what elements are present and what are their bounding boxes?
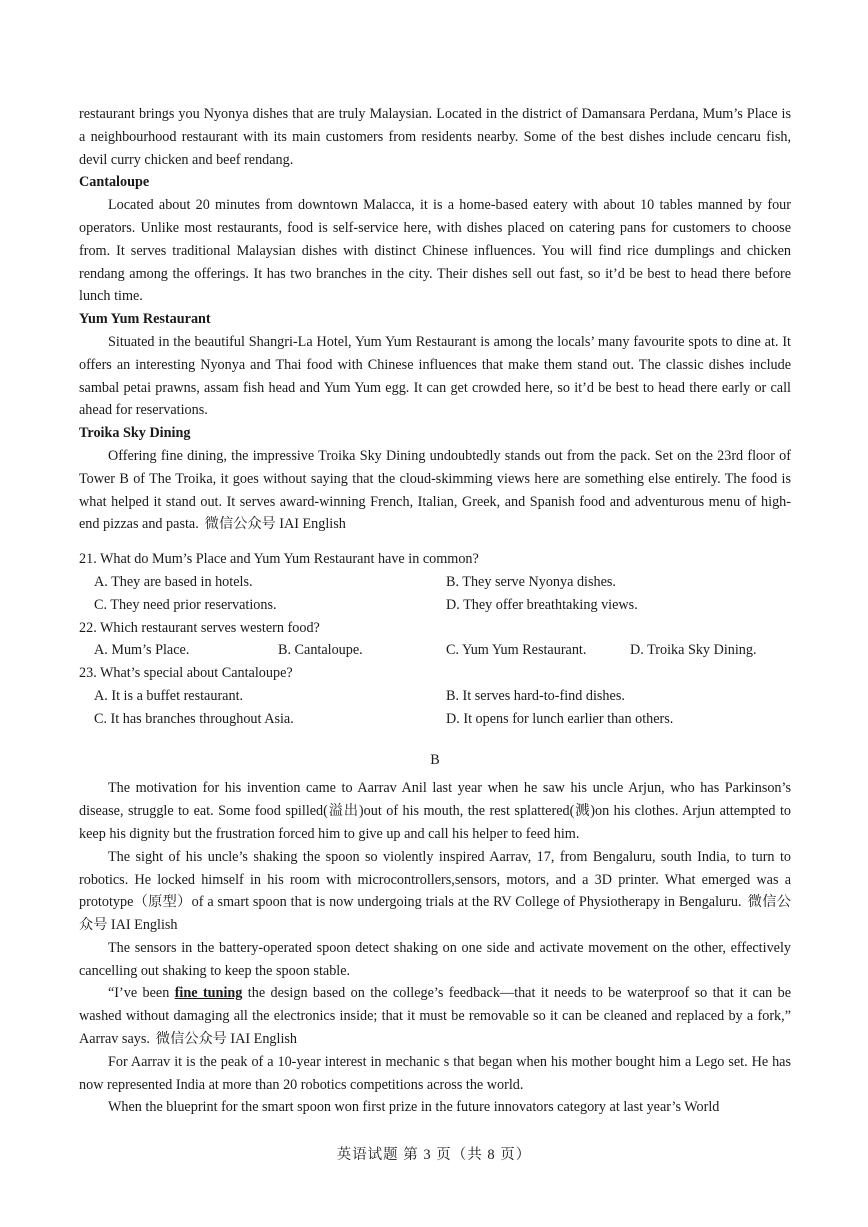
option-c: C. Yum Yum Restaurant. <box>446 642 587 659</box>
options <box>79 685 791 731</box>
troika-paragraph <box>79 445 791 536</box>
passage-b-p2: The sight of his uncle’s shaking the spoon so violently inspired Aarrav, 17, from Bengaluru, south India, to turn to robotics. He locked himself in his room with microcontrollers,sensors, motors, and a 3D printer. What emerged was a prototype（原型）of a smart spoon that is now undergoing trials at the RV College of Physiotherapy in Bengaluru. <box>79 848 791 911</box>
option-a: A. Mum’s Place. <box>94 642 190 659</box>
question-21 <box>79 548 791 616</box>
passage-b-p2-wrap <box>79 846 791 937</box>
option-c: C. They need prior reservations. <box>94 596 277 613</box>
yum-yum-body: Situated in the beautiful Shangri-La Hotel, Yum Yum Restaurant is among the locals’ many favourite spots to dine at. It offers an interesting Nyonya and Thai food with Chinese influences that make them stand out. The classic dishes include sambal petai prawns, assam fish head and Yum Yum egg. It can get crowded here, so it’d be best to head there early or call ahead for reservations. <box>79 333 791 419</box>
option-b: B. It serves hard-to-find dishes. <box>446 687 625 704</box>
option-d: D. Troika Sky Dining. <box>630 642 757 659</box>
question-23 <box>79 662 791 730</box>
watermark: 微信公众号 IAI English <box>155 1031 298 1048</box>
passage-a-intro: restaurant brings you Nyonya dishes that are truly Malaysian. Located in the district of Damansara Perdana, Mum’s Place is a neighbourhood restaurant with its main customers from residents nearby. Some of the best dishes include cencaru fish, devil curry chicken and beef rendang. <box>79 106 791 168</box>
section-b-label: B <box>430 751 440 768</box>
option-d: D. They offer breathtaking views. <box>446 596 638 613</box>
heading-cantaloupe: Cantaloupe <box>79 174 150 191</box>
exam-page <box>79 103 791 1119</box>
question-22 <box>79 617 791 663</box>
quote-start: “I’ve been <box>108 985 175 1002</box>
underlined-term: fine tuning <box>174 985 243 1002</box>
heading-yum-yum: Yum Yum Restaurant <box>79 311 211 328</box>
heading-troika: Troika Sky Dining <box>79 425 191 442</box>
question-stem: 23. What’s special about Cantaloupe? <box>79 665 293 682</box>
watermark: 微信公众号 IAI English <box>79 894 791 934</box>
passage-b-p5: For Aarrav it is the peak of a 10-year interest in mechanic s that began when his mother bought him a Lego set. He has now represented India at more than 20 robotics competitions across the world. <box>79 1053 791 1093</box>
watermark: 微信公众号 IAI English <box>204 516 346 533</box>
passage-b-p6: When the blueprint for the smart spoon won first prize in the future innovators category at last year’s World <box>108 1099 720 1116</box>
option-a: A. They are based in hotels. <box>94 573 253 590</box>
option-d: D. It opens for lunch earlier than others. <box>446 710 674 727</box>
passage-b-p1: The motivation for his invention came to Aarrav Anil last year when he saw his uncle Arjun, who has Parkinson’s disease, struggle to eat. Some food spilled(溢出)out of his mouth, the rest splattered(溅)on his clothes. Arjun attempted to keep his dignity but the frustration forced him to give up and call his helper to feed him. <box>79 780 791 842</box>
troika-body: Offering fine dining, the impressive Troika Sky Dining undoubtedly stands out from the pack. Set on the 23rd floor of Tower B of The Troika, it goes without saying that the cloud-skimming views here are something else entirely. The food is what helped it stand out. It serves award-winning French, Italian, Greek, and Spanish food and adventurous menu of high-end pizzas and pasta. <box>79 447 791 533</box>
passage-b-p4 <box>79 982 791 1050</box>
options <box>79 639 791 662</box>
passage-b-p3: The sensors in the battery-operated spoon detect shaking on one side and activate movement on the other, effectively cancelling out shaking to keep the spoon stable. <box>79 939 791 979</box>
option-b: B. They serve Nyonya dishes. <box>446 573 616 590</box>
option-c: C. It has branches throughout Asia. <box>94 710 294 727</box>
question-stem: 21. What do Mum’s Place and Yum Yum Restaurant have in common? <box>79 551 479 568</box>
page-footer: 英语试题 第 3 页（共 8 页） <box>336 1147 532 1163</box>
option-a: A. It is a buffet restaurant. <box>94 687 244 704</box>
cantaloupe-body: Located about 20 minutes from downtown Malacca, it is a home-based eatery with about 10 tables manned by four operators. Unlike most restaurants, food is self-service here, with dishes placed on catering pans for customers to choose from. It serves traditional Malaysian dishes with distinct Chinese influences. You will find rice dumplings and chicken rendang among the offerings. It has two branches in the city. Their dishes sell out fast, so it’d be best to head there before lunch time. <box>79 197 791 305</box>
question-stem: 22. Which restaurant serves western food? <box>79 619 320 636</box>
option-b: B. Cantaloupe. <box>278 642 363 659</box>
options <box>79 571 791 617</box>
quote-rest: the design based on the college’s feedback—that it needs to be waterproof so that it can be washed without damaging all the electronics inside; that it must be removable so it can be cleaned and replaced by a fork,” Aarrav says. <box>79 985 791 1048</box>
